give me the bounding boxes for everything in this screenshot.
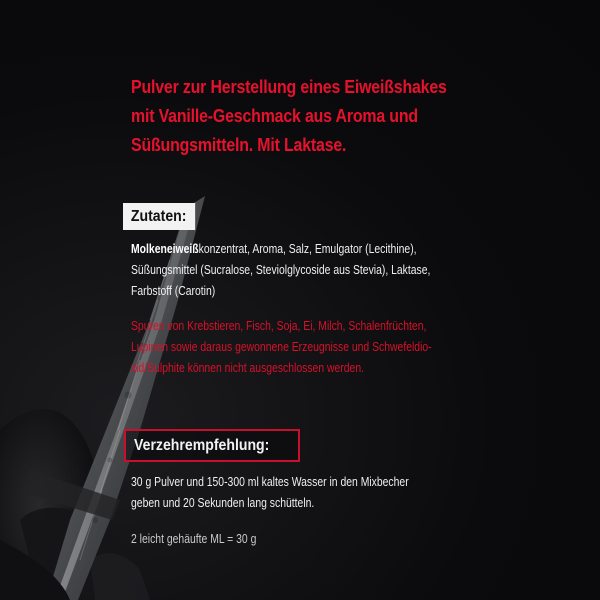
allergen-line: xid/Sulphite können nicht ausgeschlossen werden. — [131, 360, 364, 375]
usage-line: 30 g Pulver und 150-300 ml kaltes Wasser in den Mixbecher — [131, 474, 409, 489]
dosage-note — [131, 528, 563, 549]
dosage-line: 2 leicht gehäufte ML = 30 g — [131, 531, 257, 546]
ingredients-label: Zutaten: — [123, 203, 195, 230]
headline-line: Pulver zur Herstellung eines Eiweißshakes — [131, 76, 447, 97]
allergen-line: Spuren von Krebstieren, Fisch, Soja, Ei, Milch, Schalenfrüchten, — [131, 318, 427, 333]
ingredients-text — [131, 238, 563, 301]
ingredients-highlight: Molkeneiweiß — [131, 241, 199, 256]
headline-line: mit Vanille-Geschmack aus Aroma und — [131, 105, 418, 126]
ingredients-line-1-rest: konzentrat, Aroma, Salz, Emulgator (Lecithine), — [198, 241, 417, 256]
ingredients-line-2: Süßungsmittel (Sucralose, Steviolglycoside aus Stevia), Laktase, — [131, 262, 431, 277]
usage-label — [124, 429, 300, 462]
product-description-headline — [131, 72, 561, 159]
allergen-notice — [131, 315, 563, 378]
headline-line: Süßungsmitteln. Mit Laktase. — [131, 134, 347, 155]
ingredients-line-1 — [131, 238, 563, 259]
usage-label-text: Verzehrempfehlung: — [134, 437, 270, 454]
ingredients-line-3: Farbstoff (Carotin) — [131, 283, 216, 298]
allergen-line: Lupinen sowie daraus gewonnene Erzeugnisse und Schwefeldio- — [131, 339, 432, 354]
usage-line: geben und 20 Sekunden lang schütteln. — [131, 495, 315, 510]
usage-instructions — [131, 471, 563, 513]
